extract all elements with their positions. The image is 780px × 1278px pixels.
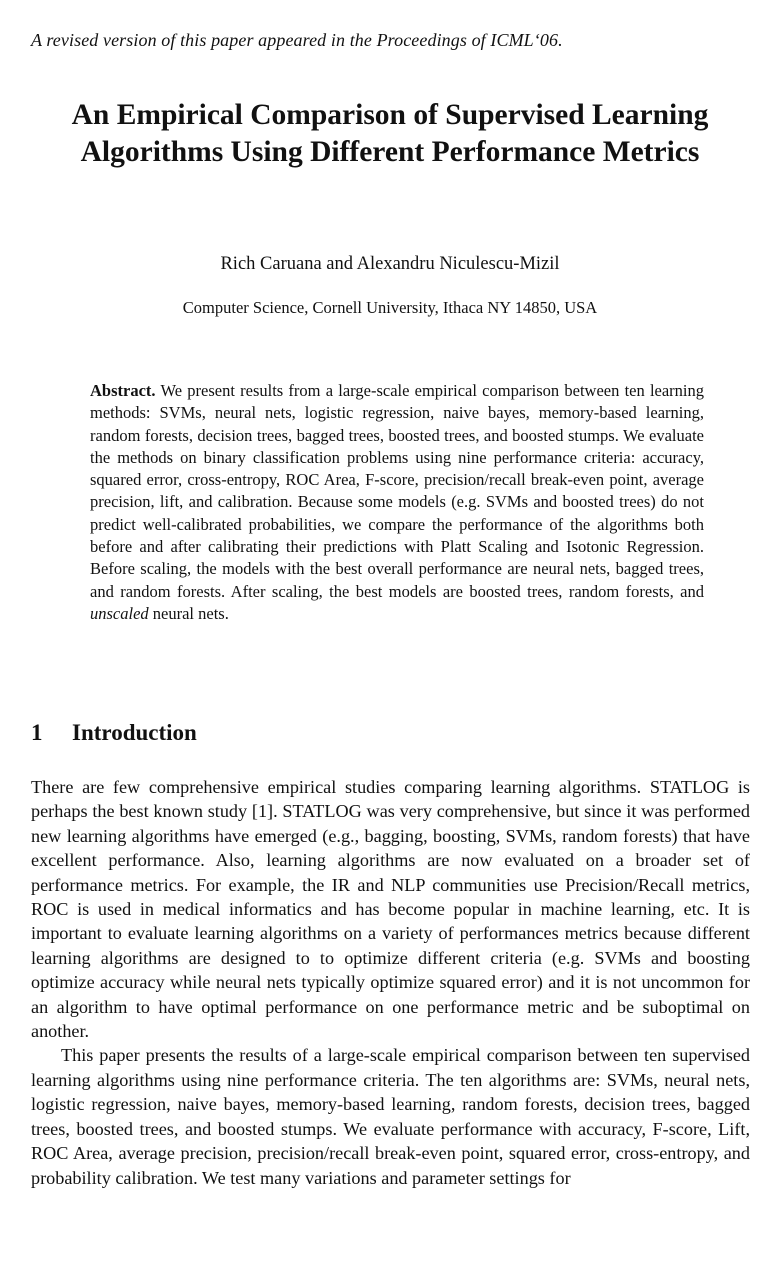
publication-note: A revised version of this paper appeared in the Proceedings of ICML‘06. xyxy=(31,30,563,50)
abstract-text: We present results from a large-scale empirical comparison between ten learning methods: SVMs, neural nets, logistic regression, naive bayes, memory-based learning, random forests, decision trees, bagged trees, boosted trees, and boosted stumps. We evaluate the methods on binary classification problems using nine performance criteria: accuracy, squared error, cross-entropy, ROC Area, F-score, precision/recall break-even point, average precision, lift, and calibration. Because some models (e.g. SVMs and boosted trees) do not predict well-calibrated probabilities, we compare the performance of the algorithms both before and after calibrating their predictions with Platt Scaling and Isotonic Regression. Before scaling, the models with the best overall performance are neural nets, bagged trees, and random forests. After scaling, the best models are boosted trees, random forests, and xyxy=(90,381,705,601)
body-paragraph: This paper presents the results of a large-scale empirical comparison between ten supervised learning algorithms using nine performance criteria. The ten algorithms are: SVMs, neural nets, logistic regression, naive bayes, memory-based learning, random forests, decision trees, bagged trees, boosted trees, and boosted stumps. We evaluate performance with accuracy, F-score, Lift, ROC Area, average precision, precision/recall break-even point, squared error, cross-entropy, and probability calibration. We test many variations and parameter settings for xyxy=(31,1045,750,1188)
abstract-label: Abstract. xyxy=(90,381,156,400)
section-body xyxy=(31,775,750,1190)
paper-authors: Rich Caruana and Alexandru Niculescu-Mizil xyxy=(220,254,560,274)
section-heading xyxy=(31,720,197,746)
abstract-block xyxy=(90,380,704,625)
body-paragraph: There are few comprehensive empirical studies comparing learning algorithms. STATLOG is perhaps the best known study [1]. STATLOG was very comprehensive, but since it was performed new learning algorithms have emerged (e.g., bagging, boosting, SVMs, random forests) that have excellent performance. Also, learning algorithms are now evaluated on a broader set of performance metrics. For example, the IR and NLP communities use Precision/Recall metrics, ROC is used in medical informatics and has become popular in machine learning, etc. It is important to evaluate learning algorithms on a variety of performances metrics because different learning algorithms are designed to to optimize different criteria (e.g. SVMs and boosting optimize accuracy while neural nets typically optimize squared error) and it is not uncommon for an algorithm to have optimal performance on one performance metric and be suboptimal on another. xyxy=(31,777,750,1042)
paper-affiliation: Computer Science, Cornell University, Ithaca NY 14850, USA xyxy=(182,298,598,317)
abstract-emphasis: unscaled xyxy=(90,603,149,623)
paper-title: An Empirical Comparison of Supervised Learning Algorithms Using Different Performance Metrics xyxy=(71,99,709,168)
section-number: 1 xyxy=(31,720,43,745)
abstract-text-end: neural nets. xyxy=(152,603,229,623)
section-title: Introduction xyxy=(72,720,197,745)
